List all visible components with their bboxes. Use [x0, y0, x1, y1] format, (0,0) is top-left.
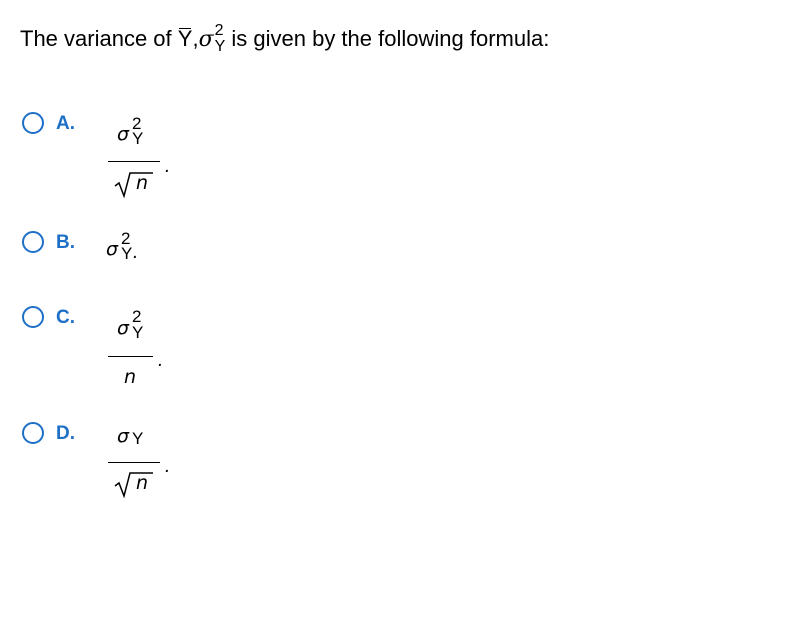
option-d-sigma: σ — [117, 425, 130, 447]
option-b-exponent: 2 — [121, 229, 131, 248]
option-a-formula — [22, 112, 222, 212]
option-c-subscript: Y — [132, 323, 144, 342]
option-c-period: . — [158, 350, 164, 371]
option-d-period: . — [165, 456, 171, 477]
option-d-letter[interactable]: D. — [56, 423, 75, 444]
y-bar-symbol: Y — [178, 24, 193, 54]
option-d-subscript: Y — [132, 429, 144, 448]
option-a-exponent: 2 — [132, 114, 142, 133]
option-c-denominator: n — [124, 366, 137, 388]
option-a[interactable] — [22, 112, 222, 212]
option-b-period: . — [133, 242, 139, 263]
question-text — [20, 24, 549, 55]
option-c-fraction-bar — [108, 356, 153, 357]
option-b-formula — [22, 231, 222, 271]
question-comma: , — [192, 26, 199, 51]
question-subscript: Y — [214, 38, 226, 55]
option-b[interactable] — [22, 231, 222, 271]
question-prefix: The variance of — [20, 26, 178, 51]
option-a-period: . — [165, 156, 171, 177]
option-b-letter[interactable]: B. — [56, 232, 75, 253]
option-a-fraction-bar — [108, 161, 160, 162]
option-d-formula — [22, 422, 222, 512]
option-c-exponent: 2 — [132, 307, 142, 326]
question-exponent: 2 — [214, 22, 224, 39]
option-b-sigma: σ — [106, 238, 119, 260]
question-sigma: σ — [198, 27, 214, 52]
option-d[interactable] — [22, 422, 222, 512]
option-d-fraction-bar — [108, 462, 160, 463]
option-c-sigma: σ — [117, 317, 130, 339]
option-a-sigma: σ — [117, 123, 130, 145]
option-a-subscript: Y — [132, 129, 144, 148]
option-c-formula — [22, 306, 222, 396]
option-a-letter[interactable]: A. — [56, 113, 75, 134]
question-sigma-indices — [214, 22, 226, 55]
option-c-letter[interactable]: C. — [56, 307, 75, 328]
question-suffix: is given by the following formula: — [225, 26, 550, 51]
option-d-denominator: n — [136, 472, 149, 494]
option-c[interactable] — [22, 306, 222, 396]
option-a-denominator: n — [136, 172, 149, 194]
option-b-subscript: Y — [121, 244, 133, 263]
